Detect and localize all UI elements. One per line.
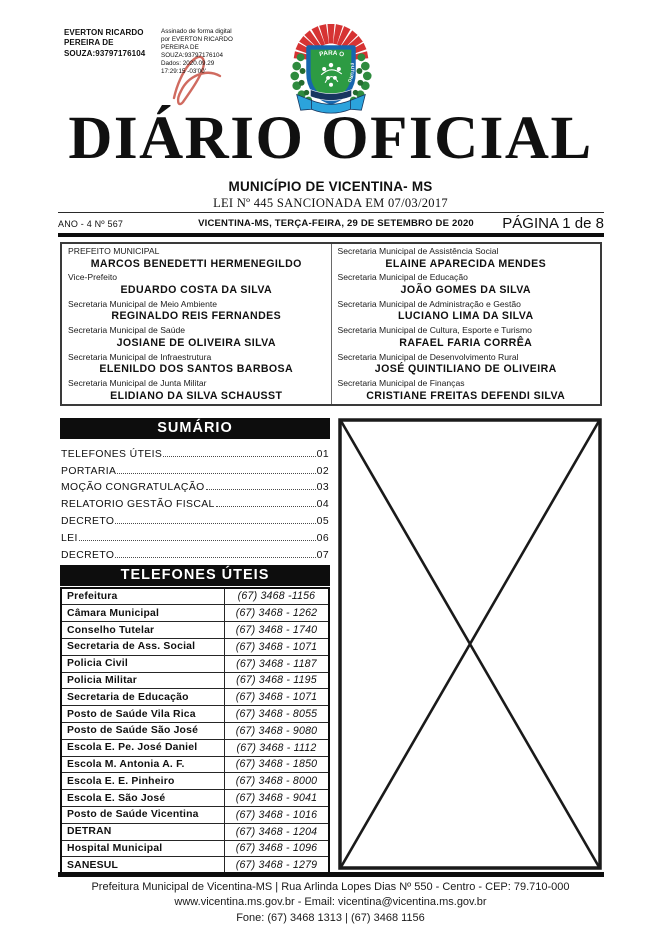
signature-signer: EVERTON RICARDO PEREIRA DE SOUZA:93797176104 (64, 28, 146, 58)
official-role: Secretaria Municipal de Desenvolvimento Rural (337, 351, 519, 362)
dot-leader (115, 523, 315, 524)
phone-number: (67) 3468 - 1195 (224, 672, 329, 689)
dot-leader (115, 557, 315, 558)
summary-item-page: 05 (316, 515, 329, 527)
dot-leader (79, 540, 316, 541)
summary-item (61, 493, 329, 510)
phone-row (61, 655, 329, 672)
footer-rule (58, 872, 604, 877)
dot-leader (163, 456, 315, 457)
phone-place: Escola E. Pe. José Daniel (61, 739, 224, 756)
summary-item (61, 544, 329, 561)
phone-number: (67) 3468 - 1096 (224, 840, 329, 857)
phone-number: (67) 3468 - 9041 (224, 790, 329, 807)
phone-place: Prefeitura (61, 588, 224, 605)
officials-column-left (62, 244, 332, 404)
official-name: ELIDIANO DA SILVA SCHAUSST (110, 389, 283, 402)
phone-number: (67) 3468 - 1204 (224, 823, 329, 840)
phone-row (61, 739, 329, 756)
phone-row (61, 790, 329, 807)
phone-place: Posto de Saúde Vila Rica (61, 706, 224, 723)
official-name: JOSÉ QUINTILIANO DE OLIVEIRA (374, 363, 557, 376)
official-entry (68, 299, 325, 325)
municipality-line: MUNICÍPIO DE VICENTINA- MS (228, 179, 433, 194)
signature-time: 17:29:15 -03'00' (161, 68, 206, 76)
signature-details (161, 28, 241, 94)
summary-item (61, 443, 329, 460)
phone-place: Posto de Saúde Vicentina (61, 806, 224, 823)
summary-header: SUMÁRIO (60, 418, 330, 439)
official-entry (338, 378, 595, 404)
phone-place: Escola E. São José (61, 790, 224, 807)
phone-number: (67) 3468 - 8055 (224, 706, 329, 723)
official-entry (338, 325, 595, 351)
phones-header: TELEFONES ÚTEIS (60, 565, 330, 586)
phone-row (61, 722, 329, 739)
edition-meta-bar (58, 212, 604, 234)
phone-row (61, 806, 329, 823)
official-role: Secretaria Municipal de Cultura, Esporte e Turismo (337, 325, 532, 336)
phone-place: Escola E. E. Pinheiro (61, 773, 224, 790)
signature-date: Dados: 2020.09.29 (161, 60, 215, 68)
official-name: JOÃO GOMES DA SILVA (400, 283, 531, 296)
gazette-title: DIÁRIO OFICIAL (68, 105, 593, 172)
footer-address: Prefeitura Municipal de Vicentina-MS | Rua Arlinda Lopes Dias Nº 550 - Centro - CEP: 79.710-000 (91, 881, 570, 893)
empty-image-placeholder (338, 418, 602, 870)
official-name: ELAINE APARECIDA MENDES (385, 257, 547, 270)
phone-place: SANESUL (61, 857, 224, 874)
official-role: Secretaria Municipal de Administração e Gestão (337, 298, 521, 309)
phone-number: (67) 3468 - 1262 (224, 605, 329, 622)
divider-rule (58, 233, 604, 237)
official-entry (68, 378, 325, 404)
official-entry (338, 352, 595, 378)
footer (0, 880, 661, 926)
official-entry (68, 272, 325, 298)
summary-item-label: RELATORIO GESTÃO FISCAL (61, 499, 215, 511)
summary-item-label: LEI (61, 532, 78, 544)
phone-row (61, 840, 329, 857)
phone-place: Policia Civil (61, 655, 224, 672)
official-entry (68, 352, 325, 378)
phones-table (60, 587, 330, 876)
phone-place: Escola M. Antonia A. F. (61, 756, 224, 773)
phone-row (61, 605, 329, 622)
phone-number: (67) 3468 - 1279 (224, 857, 329, 874)
edition-number: ANO - 4 Nº 567 (58, 218, 124, 229)
summary-item (61, 460, 329, 477)
official-name: REGINALDO REIS FERNANDES (111, 310, 282, 323)
law-line: LEI Nº 445 SANCIONADA EM 07/03/2017 (213, 196, 448, 210)
phone-number: (67) 3468 - 1071 (224, 689, 329, 706)
emblem-motto-side: FUTURO (346, 62, 355, 84)
phone-row (61, 756, 329, 773)
summary-item (61, 527, 329, 544)
official-name: RAFAEL FARIA CORRÊA (399, 336, 533, 349)
phone-row (61, 622, 329, 639)
phone-place: Posto de Saúde São José (61, 722, 224, 739)
page-indicator: PÁGINA 1 de 8 (502, 215, 604, 232)
summary-item-page: 04 (316, 499, 329, 511)
official-entry (68, 325, 325, 351)
phone-row (61, 672, 329, 689)
official-role: Secretaria Municipal de Saúde (68, 325, 186, 336)
summary-item-page: 01 (316, 448, 329, 460)
phone-number: (67) 3468 - 8000 (224, 773, 329, 790)
digital-signature-block (64, 28, 242, 94)
summary-item-page: 03 (316, 482, 329, 494)
official-role: PREFEITO MUNICIPAL (68, 246, 160, 256)
official-role: Secretaria Municipal de Assistência Social (337, 246, 499, 256)
phone-row (61, 689, 329, 706)
phone-place: Hospital Municipal (61, 840, 224, 857)
officials-column-right (332, 244, 601, 404)
official-name: MARCOS BENEDETTI HERMENEGILDO (90, 257, 302, 270)
summary-list (60, 439, 330, 561)
phone-number: (67) 3468 - 9080 (224, 722, 329, 739)
summary-item-label: DECRETO (61, 515, 115, 527)
official-name: ELENILDO DOS SANTOS BARBOSA (99, 363, 294, 376)
official-name: JOSIANE DE OLIVEIRA SILVA (116, 336, 276, 349)
summary-item-label: MOÇÃO CONGRATULAÇÃO (61, 482, 205, 494)
official-name: LUCIANO LIMA DA SILVA (397, 310, 534, 323)
left-column (60, 418, 330, 875)
phone-number: (67) 3468 -1156 (224, 588, 329, 605)
phone-row (61, 706, 329, 723)
footer-phone: Fone: (67) 3468 1313 | (67) 3468 1156 (236, 911, 425, 924)
summary-item-label: PORTARIA (61, 465, 117, 477)
phone-place: Secretaria de Educação (61, 689, 224, 706)
officials-box (60, 242, 602, 406)
dot-leader (117, 473, 315, 474)
summary-item (61, 510, 329, 527)
official-role: Secretaria Municipal de Educação (337, 272, 468, 283)
phone-number: (67) 3468 - 1112 (224, 739, 329, 756)
phone-number: (67) 3468 - 1016 (224, 806, 329, 823)
signature-statement: Assinado de forma digital por EVERTON RICARDO PEREIRA DE SOUZA:93797176104 (161, 28, 233, 60)
summary-item-label: TELEFONES ÚTEIS (61, 448, 163, 460)
phone-place: DETRAN (61, 823, 224, 840)
summary-item-label: DECRETO (61, 549, 115, 561)
summary-item (61, 477, 329, 494)
footer-website-email: www.vicentina.ms.gov.br - Email: vicentina@vicentina.ms.gov.br (174, 896, 487, 909)
phone-number: (67) 3468 - 1740 (224, 622, 329, 639)
official-name: EDUARDO COSTA DA SILVA (120, 283, 273, 296)
phone-place: Conselho Tutelar (61, 622, 224, 639)
phone-number: (67) 3468 - 1850 (224, 756, 329, 773)
official-role: Secretaria Municipal de Meio Ambiente (68, 298, 218, 309)
phone-row (61, 773, 329, 790)
phone-row (61, 638, 329, 655)
official-entry (338, 246, 595, 272)
phone-place: Secretaria de Ass. Social (61, 638, 224, 655)
official-name: CRISTIANE FREITAS DEFENDI SILVA (366, 389, 566, 402)
official-entry (338, 272, 595, 298)
dot-leader (206, 489, 316, 490)
summary-item-page: 06 (316, 532, 329, 544)
phone-place: Policia Militar (61, 672, 224, 689)
phone-row (61, 823, 329, 840)
phone-row (61, 588, 329, 605)
summary-item-page: 02 (316, 465, 329, 477)
emblem-motto-top: PARA O (318, 49, 345, 59)
official-role: Secretaria Municipal de Infraestrutura (68, 351, 212, 362)
phone-number: (67) 3468 - 1071 (224, 638, 329, 655)
dot-leader (216, 506, 316, 507)
summary-item-page: 07 (316, 549, 329, 561)
edition-date: VICENTINA-MS, TERÇA-FEIRA, 29 DE SETEMBRO DE 2020 (198, 218, 474, 229)
official-entry (338, 299, 595, 325)
phone-place: Câmara Municipal (61, 605, 224, 622)
official-role: Secretaria Municipal de Finanças (337, 377, 465, 388)
official-role: Secretaria Municipal de Junta Militar (68, 377, 207, 388)
phone-number: (67) 3468 - 1187 (224, 655, 329, 672)
official-role: Vice-Prefeito (68, 272, 118, 283)
official-entry (68, 246, 325, 272)
